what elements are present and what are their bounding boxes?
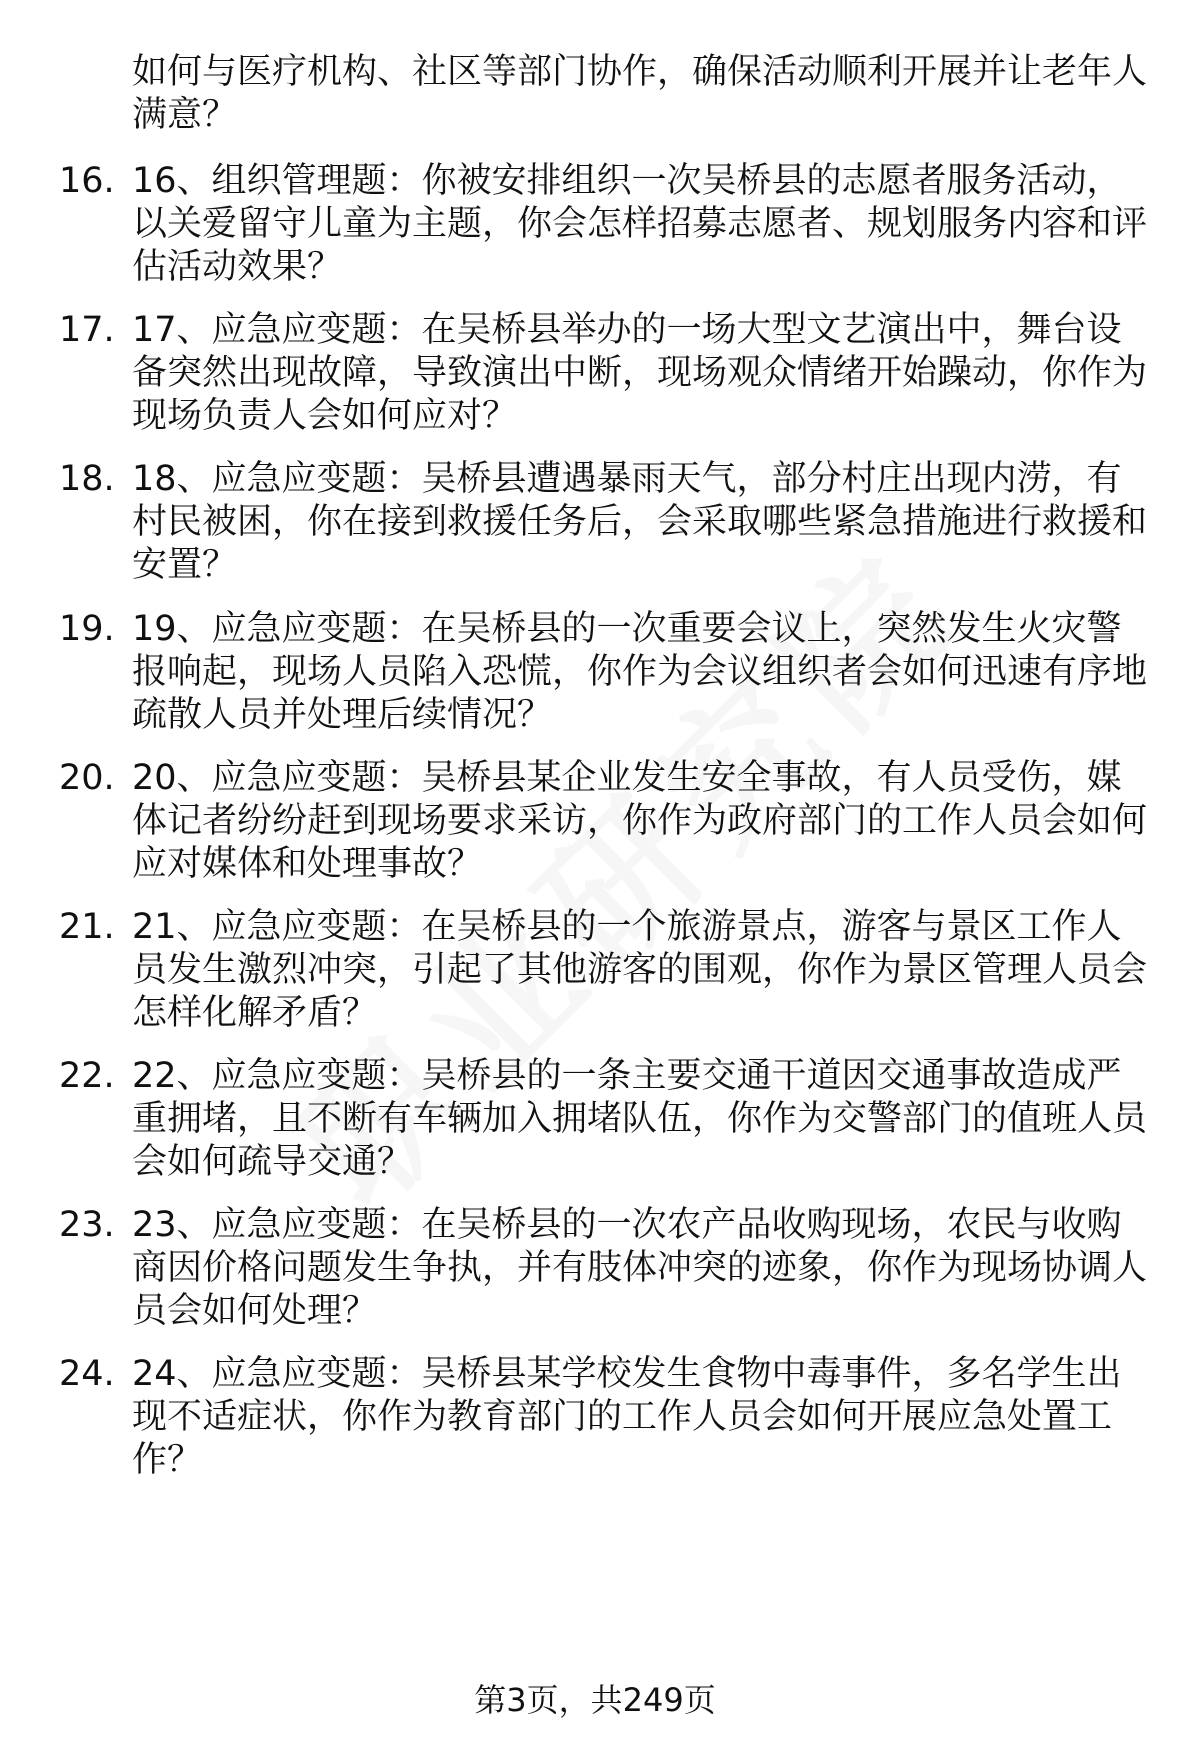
item-number: 23.	[59, 1205, 115, 1245]
continuation-text: 如何与医疗机构、社区等部门协作，确保活动顺利开展并让老年人满意？	[132, 52, 1148, 135]
item-number: 17.	[59, 310, 115, 350]
item-number: 19.	[59, 609, 115, 649]
item-text: 22、应急应变题：吴桥县的一条主要交通干道因交通事故造成严重拥堵，且不断有车辆加入拥堵队伍，你作为交警部门的值班人员会如何疏导交通？	[132, 1056, 1148, 1182]
item-text: 16、组织管理题：你被安排组织一次吴桥县的志愿者服务活动，以关爱留守儿童为主题，你会怎样招募志愿者、规划服务内容和评估活动效果？	[132, 161, 1148, 287]
item-number: 21.	[59, 907, 115, 947]
item-number: 16.	[59, 161, 115, 201]
item-text: 17、应急应变题：在吴桥县举办的一场大型文艺演出中，舞台设备突然出现故障，导致演出中断，现场观众情绪开始躁动，你作为现场负责人会如何应对？	[132, 310, 1148, 436]
item-text: 19、应急应变题：在吴桥县的一次重要会议上，突然发生火灾警报响起，现场人员陷入恐慌，你作为会议组织者会如何迅速有序地疏散人员并处理后续情况？	[132, 609, 1148, 735]
item-text: 21、应急应变题：在吴桥县的一个旅游景点，游客与景区工作人员发生激烈冲突，引起了其他游客的围观，你作为景区管理人员会怎样化解矛盾？	[132, 907, 1148, 1033]
item-number: 18.	[59, 459, 115, 499]
item-text: 18、应急应变题：吴桥县遭遇暴雨天气，部分村庄出现内涝，有村民被困，你在接到救援任务后，会采取哪些紧急措施进行救援和安置？	[132, 459, 1148, 585]
item-number: 20.	[59, 758, 115, 798]
item-number: 24.	[59, 1354, 115, 1394]
item-text: 24、应急应变题：吴桥县某学校发生食物中毒事件，多名学生出现不适症状，你作为教育部门的工作人员会如何开展应急处置工作？	[132, 1354, 1122, 1480]
item-number: 22.	[59, 1056, 115, 1096]
item-text: 20、应急应变题：吴桥县某企业发生安全事故，有人员受伤，媒体记者纷纷赶到现场要求采访，你作为政府部门的工作人员会如何应对媒体和处理事故？	[132, 758, 1148, 884]
item-text: 23、应急应变题：在吴桥县的一次农产品收购现场，农民与收购商因价格问题发生争执，并有肢体冲突的迹象，你作为现场协调人员会如何处理？	[132, 1205, 1148, 1331]
page-footer: 第3页，共249页	[474, 1681, 716, 1719]
